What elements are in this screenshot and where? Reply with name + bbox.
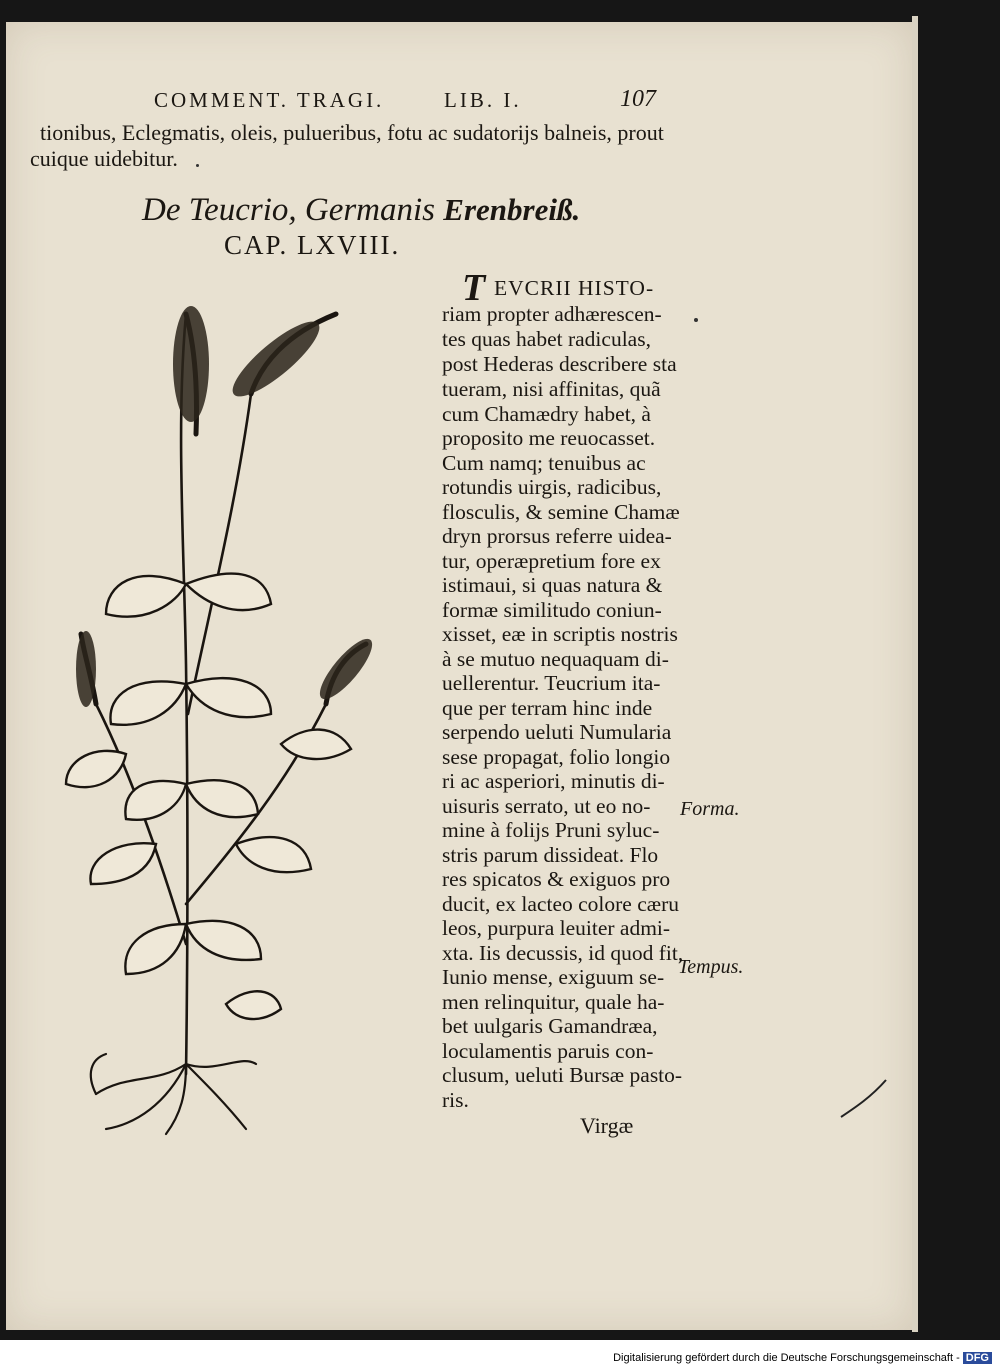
column-line: dryn prorsus referre uidea- [442, 524, 672, 548]
column-line: EVCRII HISTO- [494, 276, 655, 300]
running-title: COMMENT. TRAGI. [154, 88, 385, 112]
column-line: clusum, ueluti Bursæ pasto- [442, 1063, 683, 1087]
chapter-title [142, 192, 580, 229]
column-line: ri ac asperiori, minutis di- [442, 769, 665, 793]
chapter-number: CAP. LXVIII. [224, 230, 401, 260]
column-line: sese propagat, folio longio [442, 745, 671, 769]
column-line: stris parum dissideat. Flo [442, 843, 659, 867]
book-number: LIB. I. [444, 88, 522, 112]
column-line: formæ similitudo coniun- [442, 598, 662, 622]
page-edge [912, 16, 918, 1332]
column-line: serpendo ueluti Numularia [442, 720, 672, 744]
column-line: uellerentur. Teucrium ita- [442, 671, 661, 695]
column-line: rotundis uirgis, radicibus, [442, 475, 662, 499]
column-line: post Hederas describere sta [442, 352, 677, 376]
dfg-logo: DFG [963, 1352, 992, 1364]
column-line: res spicatos & exiguos pro [442, 867, 671, 891]
column-line: riam propter adhærescen- [442, 302, 662, 326]
column-line: mine à folijs Pruni syluc- [442, 818, 660, 842]
column-line: Iunio mense, exiguum se- [442, 965, 665, 989]
column-line: leos, purpura leuiter admi- [442, 916, 671, 940]
column-line: istimaui, si quas natura & [442, 573, 663, 597]
column-line: xta. Iis decussis, id quod fit, [442, 941, 684, 965]
page-number: 107 [620, 86, 656, 112]
column-line: cum Chamædry habet, à [442, 402, 651, 426]
continuation-line-2: cuique uidebitur. [30, 146, 178, 171]
column-line: ris. [442, 1088, 469, 1112]
footer-text: Digitalisierung gefördert durch die Deutsche Forschungsgemeinschaft - [613, 1352, 960, 1364]
paper-speck [196, 164, 199, 167]
column-line: xisset, eæ in scriptis nostris [442, 622, 678, 646]
column-line: que per terram hinc inde [442, 696, 653, 720]
margin-note-tempus: Tempus. [678, 956, 744, 978]
column-line: tur, operæpretium fore ex [442, 549, 661, 573]
column-line: loculamentis paruis con- [442, 1039, 654, 1063]
teucrium-woodcut-illustration [36, 284, 396, 1142]
continuation-line-1: tionibus, Eclegmatis, oleis, pulueribus, fotu ac sudatorijs balneis, prout [40, 120, 664, 145]
chapter-title-latin: De Teucrio, Germanis [142, 192, 436, 228]
margin-note-forma: Forma. [680, 798, 740, 820]
column-line: flosculis, & semine Chamæ [442, 500, 680, 524]
chapter-title-german: Erenbreiß. [443, 192, 581, 227]
column-line: tueram, nisi affinitas, quã [442, 377, 661, 401]
digitization-footer [613, 1352, 992, 1364]
ink-stroke-mark [836, 1072, 896, 1122]
column-line: uisuris serrato, ut eo no- [442, 794, 651, 818]
column-line: ducit, ex lacteo colore cæru [442, 892, 679, 916]
column-line: proposito me reuocasset. [442, 426, 656, 450]
column-line: tes quas habet radiculas, [442, 327, 651, 351]
catchword: Virgæ [580, 1113, 634, 1138]
drop-cap: T [462, 267, 486, 309]
column-line: men relinquitur, quale ha- [442, 990, 665, 1014]
book-page [6, 22, 912, 1330]
column-line: Cum namq; tenuibus ac [442, 451, 646, 475]
paper-speck [694, 318, 698, 322]
column-line: bet uulgaris Gamandræa, [442, 1014, 658, 1038]
column-line: à se mutuo nequaquam di- [442, 647, 669, 671]
